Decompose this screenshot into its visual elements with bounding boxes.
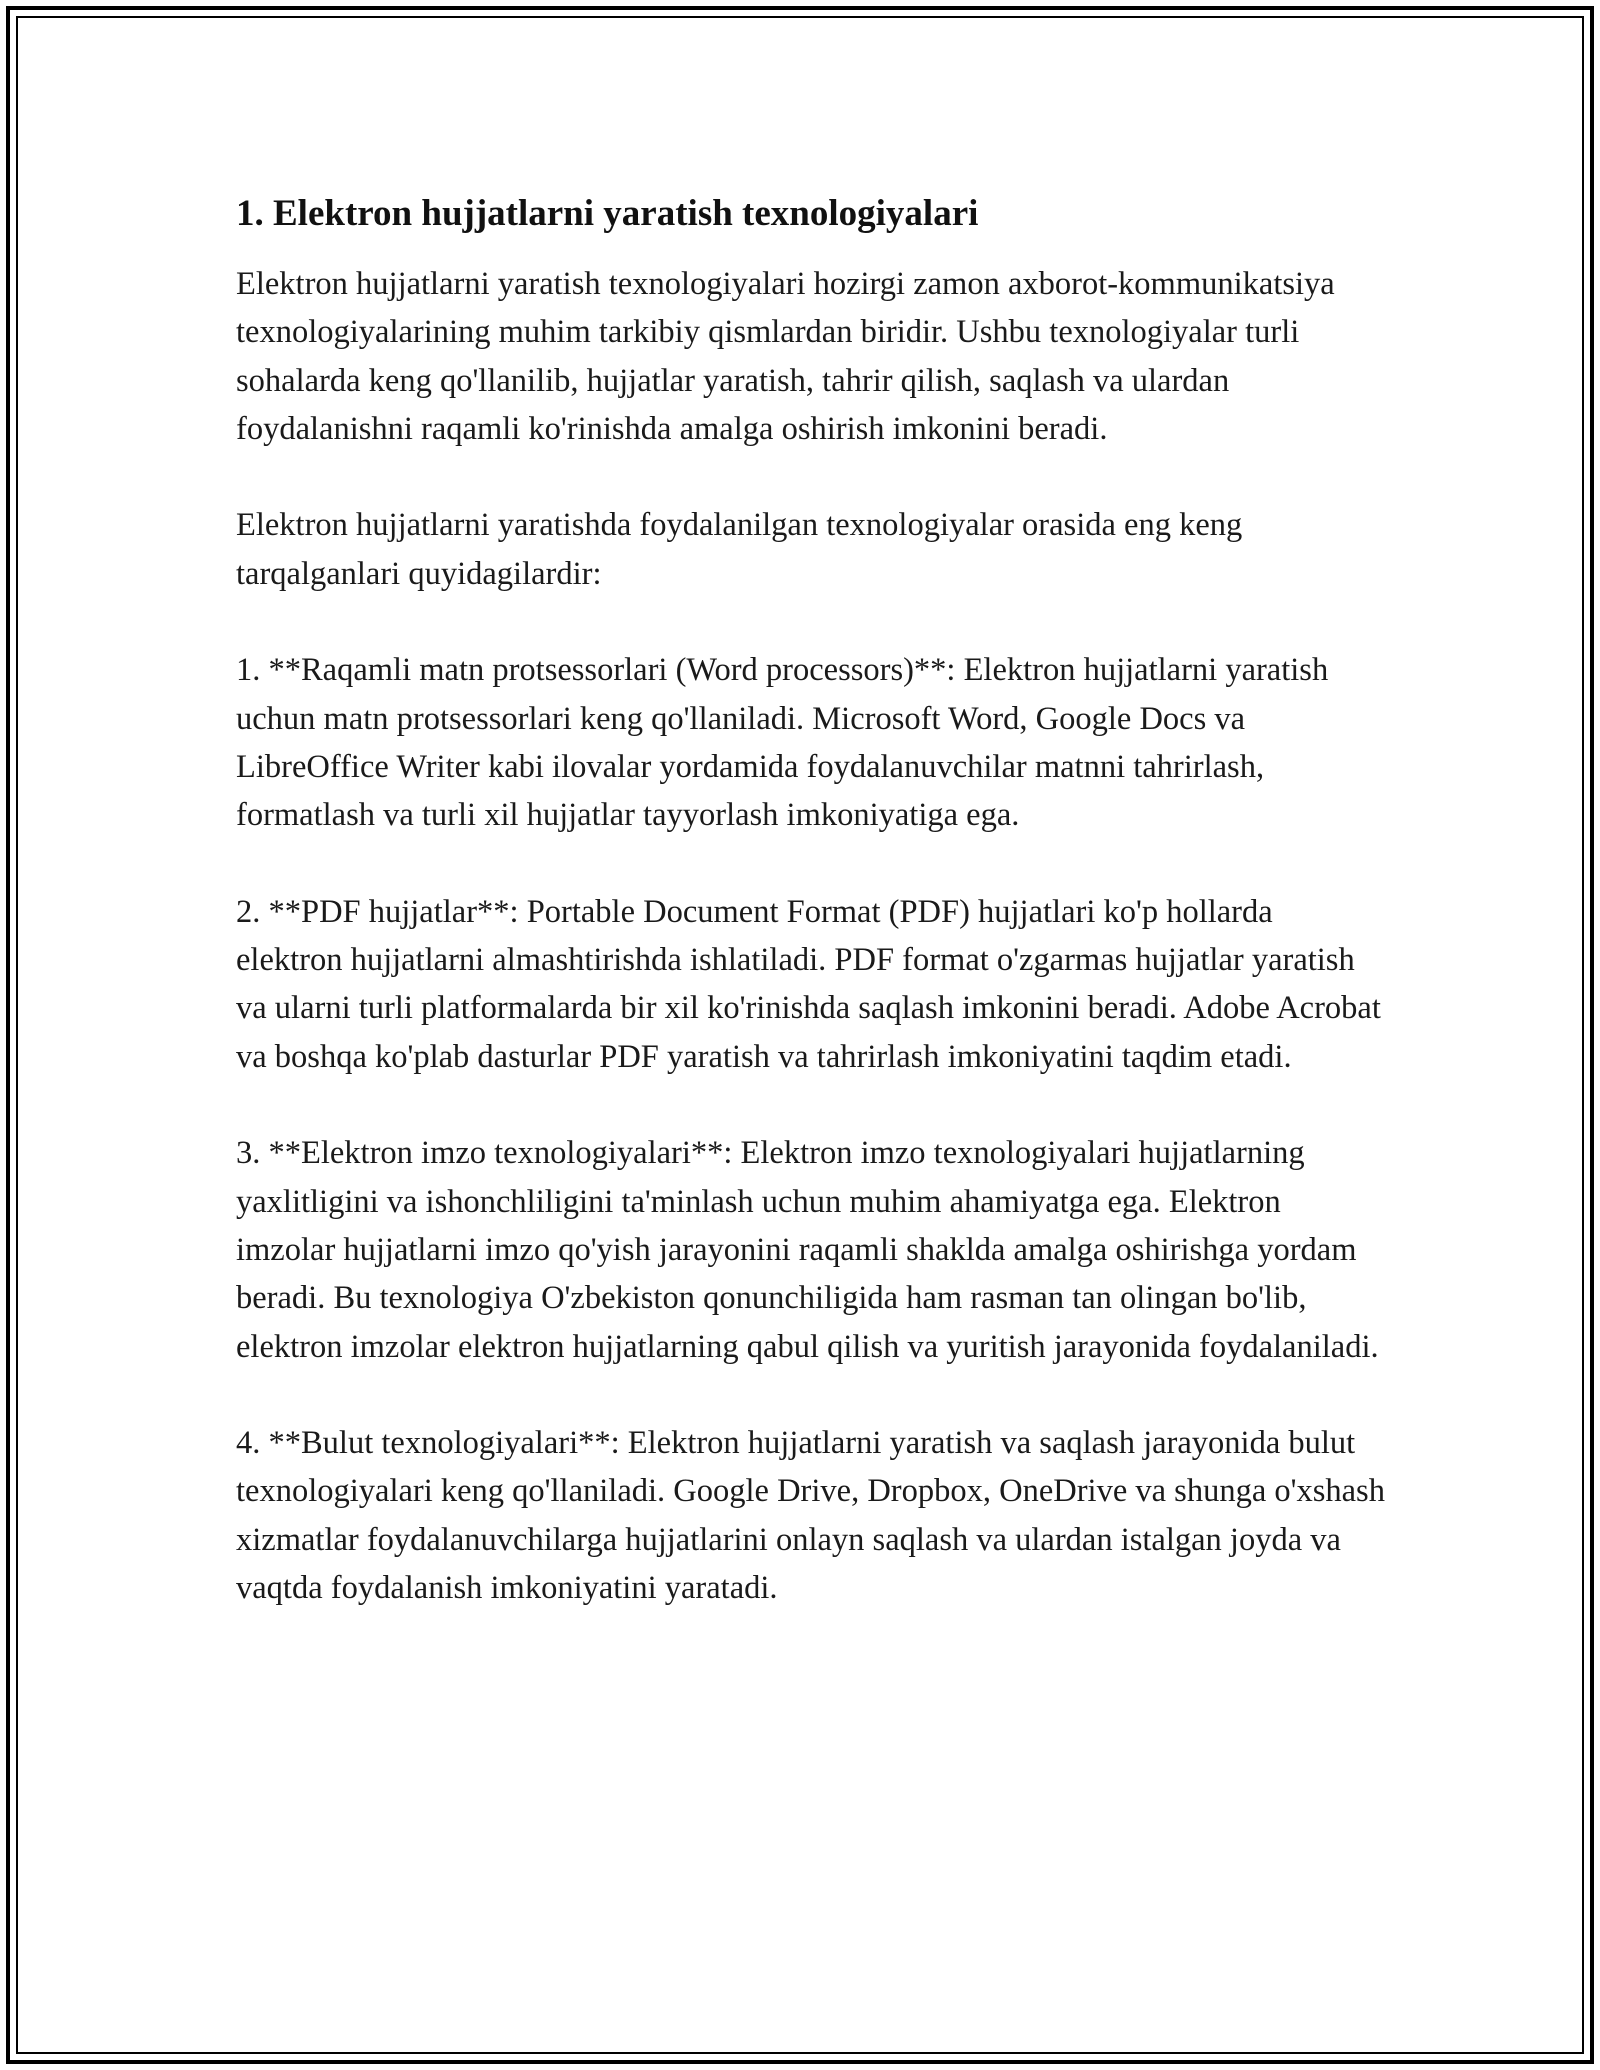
document-body [236,186,1386,1661]
list-item-electronic-signature: 3. **Elektron imzo texnologiyalari**: Elektron imzo texnologiyalari hujjatlarning yaxlitligini va ishonchliligini ta'minlash uchun muhim ahamiyatga ega. Elektron imzolar hujjatlarni imzo qo'yish jarayonini raqamli shaklda amalga oshirishga yordam beradi. Bu texnologiya O'zbekiston qonunchiligida ham rasman tan olingan bo'lib, elektron imzolar elektron hujjatlarning qabul qilish va yuritish jarayonida foydalaniladi. [236,1135,1379,1365]
list-item-word-processors: 1. **Raqamli matn protsessorlari (Word processors)**: Elektron hujjatlarni yaratish uchun matn protsessorlari keng qo'llaniladi. Microsoft Word, Google Docs va LibreOffice Writer kabi ilovalar yordamida foydalanuvchilar matnni tahrirlash, formatlash va turli xil hujjatlar tayyorlash imkoniyatiga ega. [236,652,1329,834]
document-title: 1. Elektron hujjatlarni yaratish texnologiyalari [236,193,979,234]
paragraph-list-intro: Elektron hujjatlarni yaratishda foydalanilgan texnologiyalar orasida eng keng tarqalganlari quyidagilardir: [236,507,1243,592]
list-item-cloud: 4. **Bulut texnologiyalari**: Elektron hujjatlarni yaratish va saqlash jarayonida bulut texnologiyalari keng qo'llaniladi. Google Drive, Dropbox, OneDrive va shunga o'xshash xizmatlar foydalanuvchilarga hujjatlarini onlayn saqlash va ulardan istalgan joyda va vaqtda foydalanish imkoniyatini yaratadi. [236,1425,1385,1607]
paragraph-intro: Elektron hujjatlarni yaratish texnologiyalari hozirgi zamon axborot-kommunikatsiya texnologiyalarining muhim tarkibiy qismlardan biridir. Ushbu texnologiyalar turli sohalarda keng qo'llanilib, hujjatlar yaratish, tahrir qilish, saqlash va ulardan foydalanishni raqamli ko'rinishda amalga oshirish imkonini beradi. [236,266,1335,447]
list-item-pdf: 2. **PDF hujjatlar**: Portable Document Format (PDF) hujjatlari ko'p hollarda elektron hujjatlarni almashtirishda ishlatiladi. PDF format o'zgarmas hujjatlar yaratish va ularni turli platformalarda bir xil ko'rinishda saqlash imkonini beradi. Adobe Acrobat va boshqa ko'plab dasturlar PDF yaratish va tahrirlash imkoniyatini taqdim etadi. [236,893,1381,1075]
